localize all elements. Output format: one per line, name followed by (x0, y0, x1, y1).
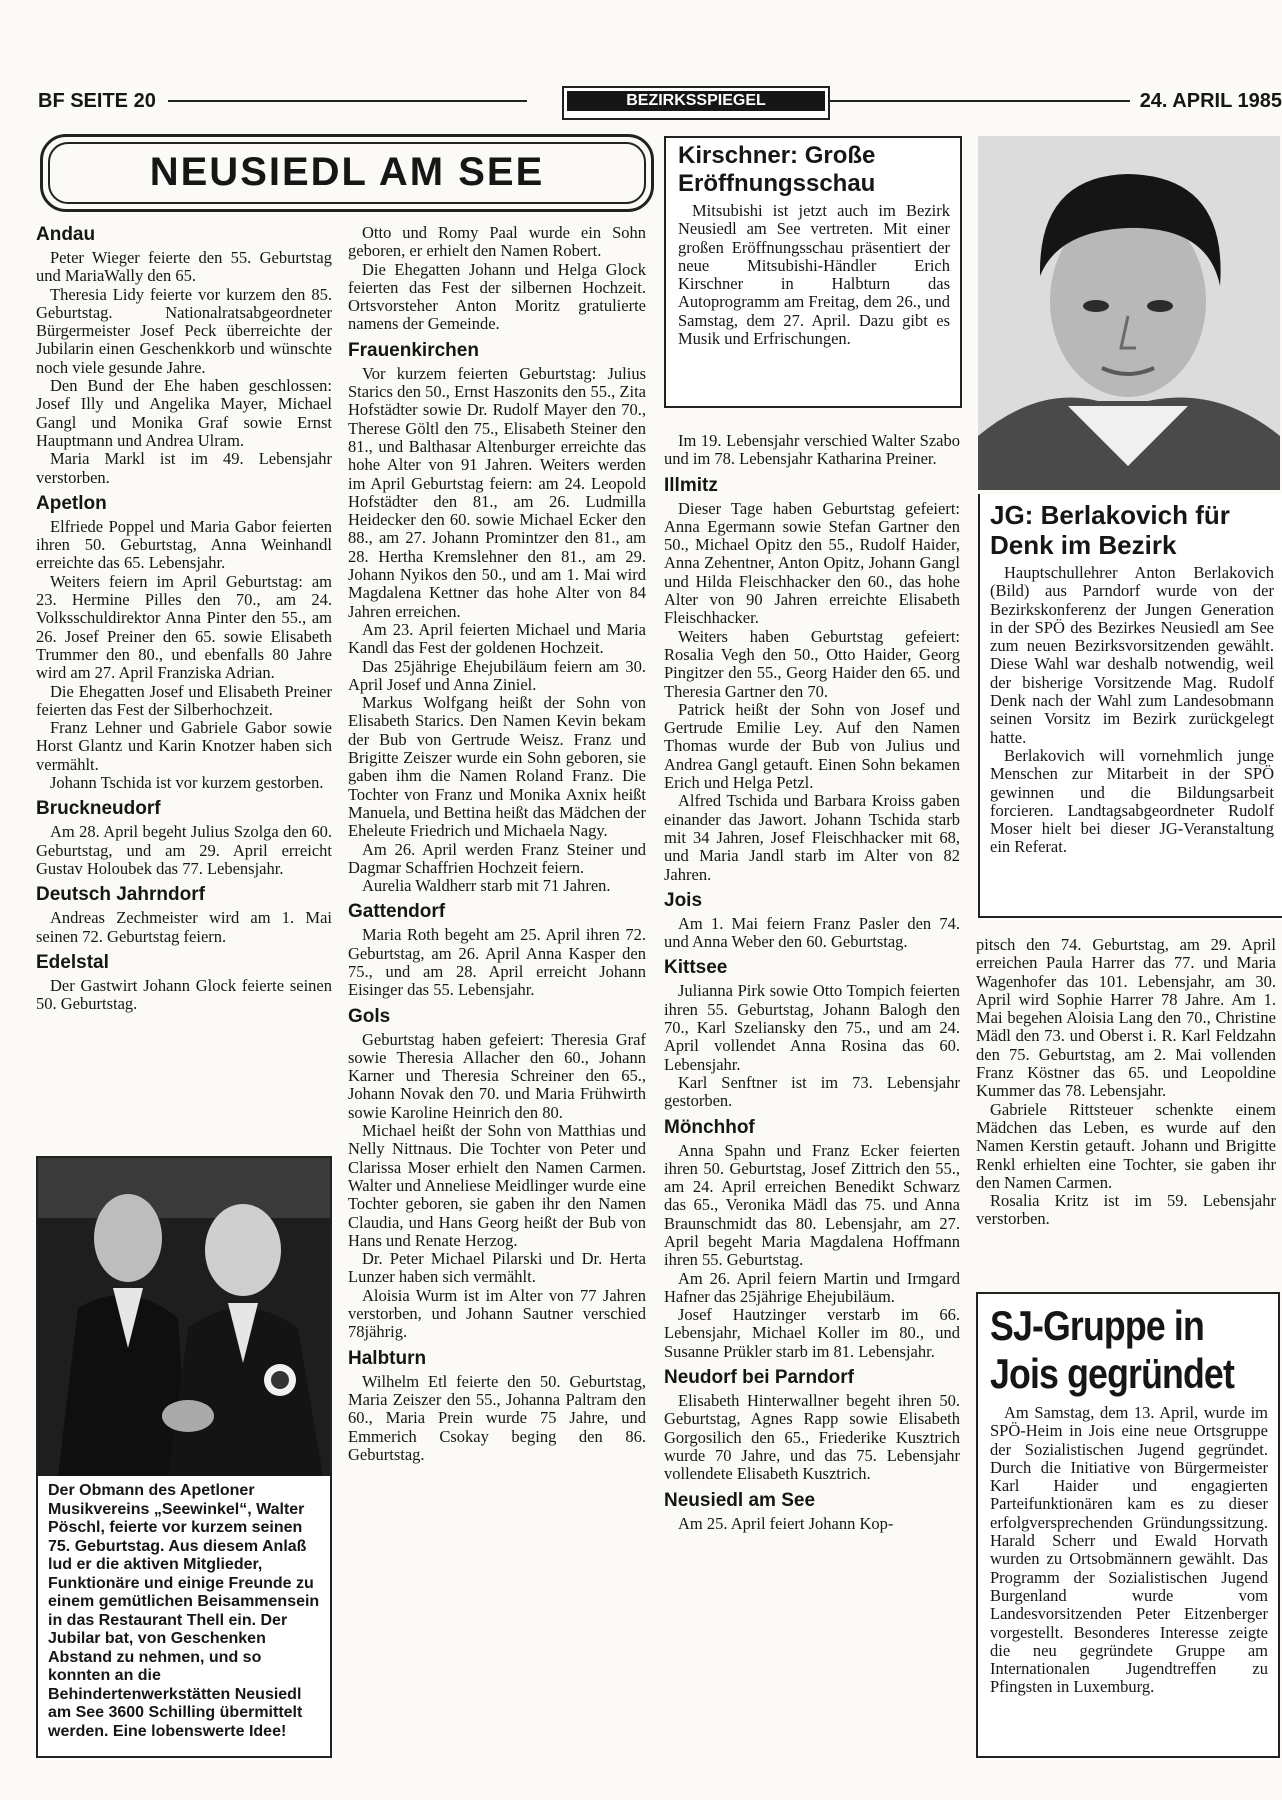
article-paragraph: Maria Markl ist im 49. Lebensjahr verstorben. (36, 449, 332, 487)
article-paragraph: Am 25. April feiert Johann Kop- (678, 1513, 894, 1533)
article-paragraph: Dr. Peter Michael Pilarski und Dr. Herta Lunzer haben sich vermählt. (348, 1249, 646, 1287)
article-paragraph: Anna Spahn und Franz Ecker feierten ihren 50. Geburtstag, Josef Zittrich den 55., am 24. April erreichen Benedikt Schwarz das 65., Veronika Mädl das 75. und Anna Braunschmidt das 80. Lebensjahr, am 27. April begeht Maria Magdalena Hoffmann ihren 55. Geburtstag. (664, 1140, 960, 1270)
article-paragraph: pitsch den 74. Geburtstag, am 29. April erreichen Paula Harrer das 77. und Maria Wagenhofer das 101. Lebensjahr, am 30. April wird Sophie Harrer 78 Jahre. Am 1. Mai begehen Aloisia Lang den 70., Christine Mädl den 73. und Oberst i. R. Karl Feldzahn den 75. Geburtstag, am 2. Mai vollenden Franz Köstner das 65. und Leopoldine Kummer das 78. Lebensjahr. (976, 935, 1276, 1101)
heading-edelstal: Edelstal (36, 951, 109, 973)
jg-title-wrap (990, 500, 1274, 560)
region-title-frame (40, 134, 654, 212)
issue-date: 24. APRIL 1985 (1139, 90, 1282, 112)
article-paragraph: Elisabeth Hinterwallner begeht ihren 50. Geburtstag, Agnes Rapp sowie Elisabeth Gorgosilich den 65., Friederike Kusztrich wurde 70 Jahre, und das 75. Lebensjahr vollendete Elisabeth Kusztrich. (664, 1391, 960, 1484)
article-paragraph: Otto und Romy Paal wurde ein Sohn geboren, er erhielt den Namen Robert. (348, 223, 646, 261)
sj-headline-line1: SJ-Gruppe in (990, 1302, 1204, 1349)
column-1 (36, 218, 332, 1013)
article-paragraph: Andreas Zechmeister wird am 1. Mai seinen 72. Geburtstag feiern. (36, 908, 332, 946)
portrait-photo (978, 136, 1280, 490)
heading-jois: Jois (664, 889, 703, 911)
article-paragraph: Am 1. Mai feiern Franz Pasler den 74. und Anna Weber den 60. Geburtstag. (664, 913, 960, 952)
article-paragraph: Wilhelm Etl feierte den 50. Geburtstag, Maria Zeiszer den 55., Johanna Paltram den 60., Maria Prein wurde 75 Jahre, und Emmerich Csokay beging den 86. Geburtstag. (348, 1371, 646, 1464)
article-paragraph: Am 23. April feierten Michael und Maria Kandl das Fest der goldenen Hochzeit. (348, 619, 646, 658)
article-paragraph: Der Gastwirt Johann Glock feierte seinen 50. Geburtstag. (36, 975, 332, 1014)
photo-frame (36, 1156, 332, 1758)
article-paragraph: Franz Lehner und Gabriele Gabor sowie Horst Glantz und Karin Knotzer haben sich vermählt. (36, 718, 332, 774)
article-paragraph: Geburtstag haben gefeiert: Theresia Graf sowie Theresia Allacher den 60., Johann Karner und Theresia Schreiner den 65., Johann Novak den 70. und Maria Frühwirth sowie Karoline Heinrich den 80. (348, 1029, 646, 1122)
jg-body-wrap (990, 564, 1274, 857)
article-paragraph: Am 26. April werden Franz Steiner und Dagmar Schaffrien Hochzeit feiern. (348, 839, 646, 877)
jg-headline: JG: Berlakovich für Denk im Bezirk (990, 500, 1230, 560)
article-paragraph: Aloisia Wurm ist im Alter von 77 Jahren verstorben, und Johann Sautner verschied 78jährig. (348, 1285, 646, 1342)
article-paragraph: Markus Wolfgang heißt der Sohn von Elisabeth Starics. Den Namen Kevin bekam der Bub von Gertrude Weisz. Franz und Brigitte Zeiszer wurde ein Sohn geboren, sie gaben ihm die Namen Roland Franz. Die Tochter von Franz und Monika Axnix heißt Manuela, und Bettina heißt das Mädchen der Eheleute Friedrich und Michaela Nagy. (348, 693, 646, 841)
article-paragraph: Gabriele Rittsteuer schenkte einem Mädchen das Leben, es wurde auf den Namen Kerstin getauft. Johann und Brigitte Renkl erhielten eine Tochter, sie gaben ihr den Namen Carmen. (976, 1099, 1276, 1192)
header-rule-left (168, 100, 527, 102)
article-paragraph: Julianna Pirk sowie Otto Tompich feierten ihren 55. Geburtstag, Johann Balogh den 70., Karl Szeliansky den 75., und am 24. April vollendet Anna Rosina das 60. Lebensjahr. (664, 981, 960, 1074)
article-paragraph: Das 25jährige Ehejubiläum feiern am 30. April Josef und Anna Ziniel. (348, 656, 646, 694)
jg-paragraph: Berlakovich will vornehmlich junge Menschen zur Mitarbeit in der SPÖ gewinnen und die Bildungsarbeit forcieren. Landtagsabgeordneter Rudolf Moser hielt bei dieser JG-Veranstaltung ein Referat. (990, 745, 1274, 857)
article-paragraph: Johann Tschida ist vor kurzem gestorben. (50, 773, 324, 793)
article-paragraph: Josef Hautzinger verstarb im 66. Lebensjahr, Michael Koller im 80., und Susanne Prükler starb im 81. Lebensjahr. (664, 1305, 960, 1361)
article-paragraph: Weiters feiern im April Geburtstag: am 23. Hermine Pilles den 70., am 24. Volksschuldirektor Anna Pinter den 55., am 26. Josef Preiner den 65. sowie Elisabeth Trummer den 80., und ebenfalls 80 Jahre wird am 27. April Franziska Adrian. (36, 571, 332, 683)
article-paragraph: Elfriede Poppel und Maria Gabor feierten ihren 50. Geburtstag, Anna Weinhandl erreichte das 65. Lebensjahr. (36, 516, 332, 573)
portrait-photo-image (978, 136, 1280, 490)
heading-gattendorf: Gattendorf (348, 901, 446, 923)
heading-kittsee: Kittsee (664, 957, 728, 979)
article-paragraph: Im 19. Lebensjahr verschied Walter Szabo und im 78. Lebensjahr Katharina Preiner. (664, 431, 960, 469)
article-paragraph: Karl Senftner ist im 73. Lebensjahr gestorben. (664, 1072, 960, 1111)
heading-andau: Andau (36, 224, 96, 245)
photo-caption: Der Obmann des Apetloner Musikvereins „Seewinkel“, Walter Pöschl, feierte vor kurzem seinen 75. Geburtstag. Aus diesem Anlaß lud er die aktiven Mitglieder, Funktionäre und einige Freunde zu einem gemütlichen Beisammensein in das Restaurant Thell ein. Der Jubilar bat, von Geschenken Abstand zu nehmen, und so konnten an die Behindertenwerkstätten Neusiedl am See 3600 Schilling übermittelt werden. Eine lobenswerte Idee! (36, 1476, 332, 1758)
heading-neusiedl: Neusiedl am See (664, 1489, 816, 1511)
article-paragraph: Die Ehegatten Josef und Elisabeth Preiner feierten das Fest der Silberhochzeit. (36, 681, 332, 719)
article-paragraph: Maria Roth begeht am 25. April ihren 72. Geburtstag, am 26. April Anna Kasper den 75., und am 28. April erreicht Johann Eisinger das 55. Lebensjahr. (348, 925, 646, 1000)
column-3 (664, 432, 960, 1533)
kirschner-box (664, 136, 962, 408)
article-paragraph: Am 28. April begeht Julius Szolga den 60. Geburtstag, und am 29. April erreicht Gustav Holoubek das 77. Lebensjahr. (36, 822, 332, 878)
sj-body-wrap (990, 1404, 1268, 1697)
heading-illmitz: Illmitz (664, 474, 718, 496)
sj-box (976, 1292, 1280, 1758)
jg-box (978, 494, 1282, 918)
article-paragraph: Rosalia Kritz ist im 59. Lebensjahr verstorben. (976, 1191, 1276, 1229)
article-paragraph: Theresia Lidy feierte vor kurzem den 85. Geburtstag. Nationalratsabgeordneter Bürgermeister Josef Peck überreichte der Jubilarin einen Geschenkkorb und wünschte noch viele gesunde Jahre. (36, 284, 332, 377)
heading-moenchhof: Mönchhof (664, 1116, 755, 1138)
article-paragraph: Am 26. April feiern Martin und Irmgard Hafner das 25jährige Ehejubiläum. (664, 1268, 960, 1306)
heading-neudorf: Neudorf bei Parndorf (664, 1367, 855, 1389)
section-label: BEZIRKSSPIEGEL (567, 91, 825, 111)
kirschner-headline: Kirschner: Große Eröffnungsschau (678, 142, 876, 197)
region-title: NEUSIEDL AM SEE (48, 142, 646, 204)
article-paragraph: Alfred Tschida und Barbara Kroiss gaben einander das Jawort. Johann Tschida starb mit 34 Jahren, Josef Fleischhacker mit 68, und Maria Jandl starb im Alter von 82 Jahren. (664, 791, 960, 884)
sj-headline-line2: Jois gegründet (990, 1350, 1234, 1397)
kirschner-body: Mitsubishi ist jetzt auch im Bezirk Neusiedl am See vertreten. Mit einer großen Eröffnungsschau präsentiert der neue Mitsubishi-Händler Erich Kirschner in Halbturn das Autoprogramm am Freitag, dem 26., und Samstag, dem 27. April. Dazu gibt es Musik und Erfrischungen. (678, 201, 950, 349)
kirschner-body-wrap (678, 202, 950, 348)
article-paragraph: Dieser Tage haben Geburtstag gefeiert: Anna Egermann sowie Stefan Gartner den 50., Michael Opitz den 55., Rudolf Haider, Anna Zehentner, Anton Opitz, Johann Gangl und Hilda Fleischhacker den 60., das hohe Alter von 90 Jahren erreichte Elisabeth Fleischhacker. (664, 498, 960, 628)
column-2 (348, 224, 646, 1464)
article-paragraph: Vor kurzem feierten Geburtstag: Julius Starics den 50., Ernst Haszonits den 55., Zita Hofstädter sowie Dr. Rudolf Mayer den 70., Therese Göltl den 75., Elisabeth Steiner den 81., und Balthasar Altenburger erreichte das hohe Alter von 91 Jahren. Weiters werden im April Geburtstag feiern: am 24. Leopold Hofstädter den 81., am 26. Ludmilla Heidecker den 60. sowie Michael Ecker den 88., am 27. Johann Promintzer den 81., am 28. Hertha Kremslehner den 81., am 29. Johann Nyikos den 50., und am 1. Mai wird Magdalena Kettner das hohe Alter von 84 Jahren erreichen. (348, 363, 646, 621)
heading-apetlon: Apetlon (36, 492, 107, 514)
article-paragraph: Den Bund der Ehe haben geschlossen: Josef Illy und Angelika Mayer, Michael Gangl und Monika Graf sowie Ernst Hauptmann und Andrea Ulram. (36, 376, 332, 450)
sj-title-wrap (990, 1302, 1268, 1398)
heading-frauenkirchen: Frauenkirchen (348, 339, 479, 361)
article-paragraph: Die Ehegatten Johann und Helga Glock feierten das Fest der silbernen Hochzeit. Ortsvorsteher Anton Moritz gratulierte namens der Gemeinde. (348, 259, 646, 334)
heading-halbturn: Halbturn (348, 1347, 427, 1369)
sj-paragraph: Am Samstag, dem 13. April, wurde im SPÖ-Heim in Jois eine neue Ortsgruppe der Sozialistischen Jugend gegründet. Durch die Initiative von Bürgermeister Karl Haider und engagierten Parteifunktionären kam es zu dieser erfolgversprechenden Gründungssitzung. Harald Scherr und Ewald Horvath wurden zu Ortsobmännern gewählt. Das Programm der Sozialistischen Jugend Burgenland wurde vom Landesvorsitzenden Peter Eitzenberger vorgestellt. Besonderes Interesse zeigte die neu gegründete Gruppe am Internationalen Jugendtreffen zu Pfingsten in Luxemburg. (990, 1403, 1268, 1697)
heading-gols: Gols (348, 1005, 391, 1027)
column-4 (976, 936, 1276, 1229)
header-rule-right (830, 100, 1130, 102)
page-header (38, 86, 1282, 120)
page-number: BF SEITE 20 (38, 90, 156, 112)
article-paragraph: Peter Wieger feierte den 55. Geburtstag und MariaWally den 65. (36, 248, 332, 286)
article-paragraph: Patrick heißt der Sohn von Josef und Gertrude Emilie Ley. Auf den Namen Thomas wurde der Bub von Julius und Andrea Gangl getauft. Einen Sohn bekamen Erich und Helga Petzl. (664, 699, 960, 793)
heading-deutsch-jahrndorf: Deutsch Jahrndorf (36, 884, 205, 906)
jg-paragraph: Hauptschullehrer Anton Berlakovich (Bild) aus Parndorf wurde von der Bezirkskonferenz der Jungen Generation in der SPÖ des Bezirkes Neusiedl am See zum neuen Bezirksvorsitzenden gewählt. Diese Wahl war deshalb notwendig, weil der bisherige Vorsitzende Mag. Rudolf Denk nach der Wahl zum Landesobmann seinen Vorsitz im Bezirk zurückgelegt hatte. (990, 563, 1274, 747)
article-paragraph: Michael heißt der Sohn von Matthias und Nelly Nittnaus. Die Tochter von Peter und Clarissa Moser erhielt den Namen Carmen. Walter und Anneliese Meidlinger wurde eine Tochter geboren, sie gaben ihr den Namen Claudia, und Hans Georg heißt der Bub von Hans und Renate Herzog. (348, 1121, 646, 1250)
article-paragraph: Aurelia Waldherr starb mit 71 Jahren. (362, 876, 611, 896)
article-paragraph: Weiters haben Geburtstag gefeiert: Rosalia Vegh den 50., Otto Haider, Georg Pingitzer den 55., Georg Haider den 65. und Theresia Gartner den 70. (664, 626, 960, 701)
heading-bruckneudorf: Bruckneudorf (36, 798, 161, 820)
section-label-box (562, 86, 830, 120)
